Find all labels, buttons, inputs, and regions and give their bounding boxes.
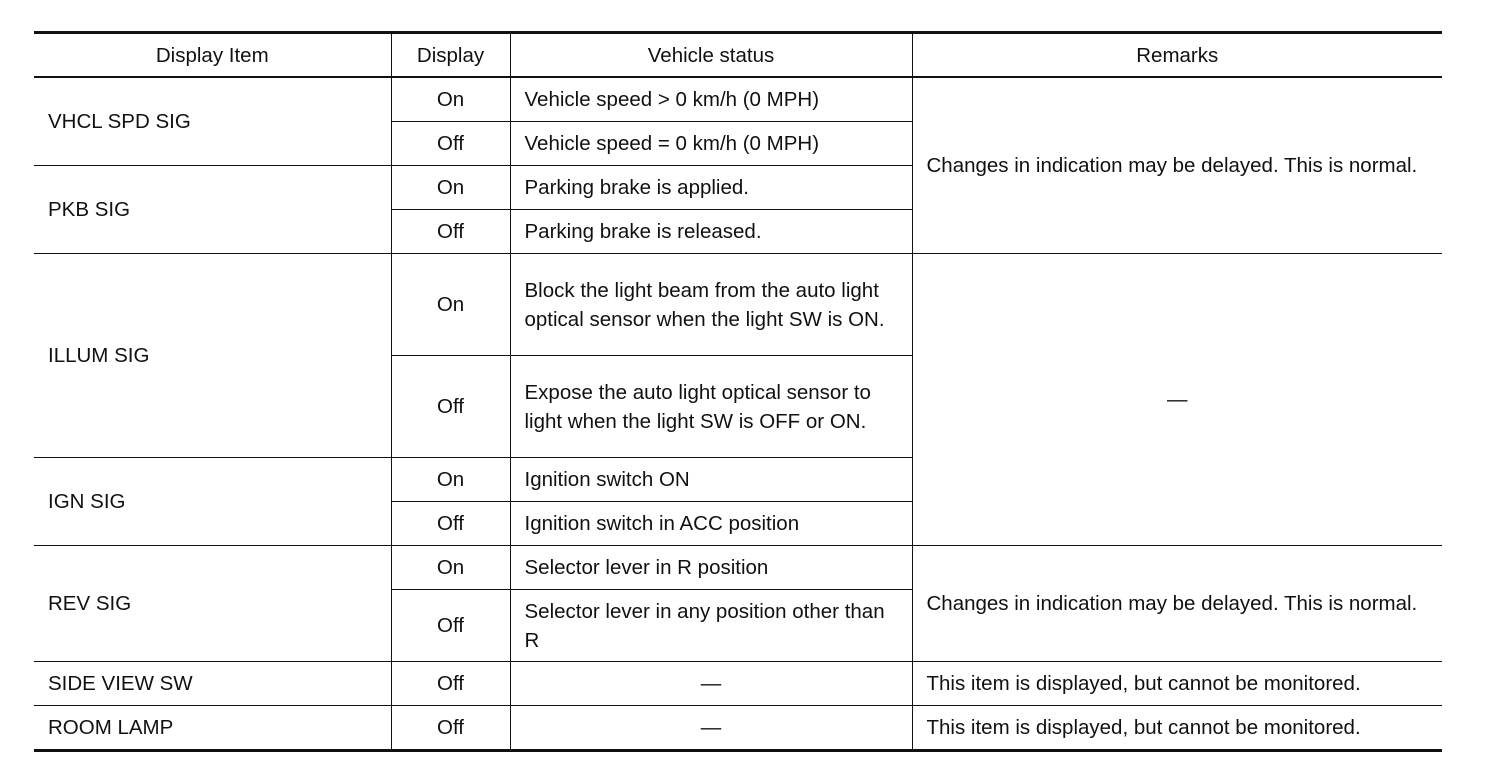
display-value: On — [391, 546, 510, 590]
vehicle-status: Ignition switch in ACC position — [510, 502, 912, 546]
display-value: Off — [391, 502, 510, 546]
display-value: Off — [391, 210, 510, 254]
display-value: Off — [391, 662, 510, 706]
display-value: On — [391, 166, 510, 210]
item-ign-sig: IGN SIG — [34, 458, 391, 546]
remark-side-view: This item is displayed, but cannot be monitored. — [912, 662, 1442, 706]
item-vhcl-spd-sig: VHCL SPD SIG — [34, 77, 391, 166]
item-room-lamp: ROOM LAMP — [34, 706, 391, 751]
table-header-row — [34, 33, 1442, 78]
vehicle-status: Block the light beam from the auto light optical sensor when the light SW is ON. — [510, 254, 912, 356]
header-display-item: Display Item — [34, 33, 391, 78]
display-value: Off — [391, 122, 510, 166]
table-row — [34, 254, 1442, 356]
item-side-view-sw: SIDE VIEW SW — [34, 662, 391, 706]
display-value: Off — [391, 590, 510, 662]
vehicle-status: Selector lever in any position other than R — [510, 590, 912, 662]
vehicle-status: Parking brake is released. — [510, 210, 912, 254]
display-value: On — [391, 77, 510, 122]
header-remarks: Remarks — [912, 33, 1442, 78]
vehicle-status: Selector lever in R position — [510, 546, 912, 590]
display-value: On — [391, 458, 510, 502]
remark-rev: Changes in indication may be delayed. This is normal. — [912, 546, 1442, 662]
table-row — [34, 77, 1442, 122]
header-display: Display — [391, 33, 510, 78]
vehicle-status: — — [510, 706, 912, 751]
header-vehicle-status: Vehicle status — [510, 33, 912, 78]
vehicle-status: Vehicle speed > 0 km/h (0 MPH) — [510, 77, 912, 122]
item-rev-sig: REV SIG — [34, 546, 391, 662]
display-value: Off — [391, 706, 510, 751]
vehicle-status: Vehicle speed = 0 km/h (0 MPH) — [510, 122, 912, 166]
vehicle-status: Parking brake is applied. — [510, 166, 912, 210]
signal-monitor-table — [34, 31, 1442, 752]
display-value: Off — [391, 356, 510, 458]
remark-illum-ign: — — [912, 254, 1442, 546]
vehicle-status: — — [510, 662, 912, 706]
table-row — [34, 662, 1442, 706]
table-row — [34, 706, 1442, 751]
vehicle-status: Ignition switch ON — [510, 458, 912, 502]
item-illum-sig: ILLUM SIG — [34, 254, 391, 458]
table-row — [34, 546, 1442, 590]
remark-speed-parking: Changes in indication may be delayed. This is normal. — [912, 77, 1442, 254]
item-pkb-sig: PKB SIG — [34, 166, 391, 254]
vehicle-status: Expose the auto light optical sensor to light when the light SW is OFF or ON. — [510, 356, 912, 458]
display-value: On — [391, 254, 510, 356]
remark-room-lamp: This item is displayed, but cannot be monitored. — [912, 706, 1442, 751]
